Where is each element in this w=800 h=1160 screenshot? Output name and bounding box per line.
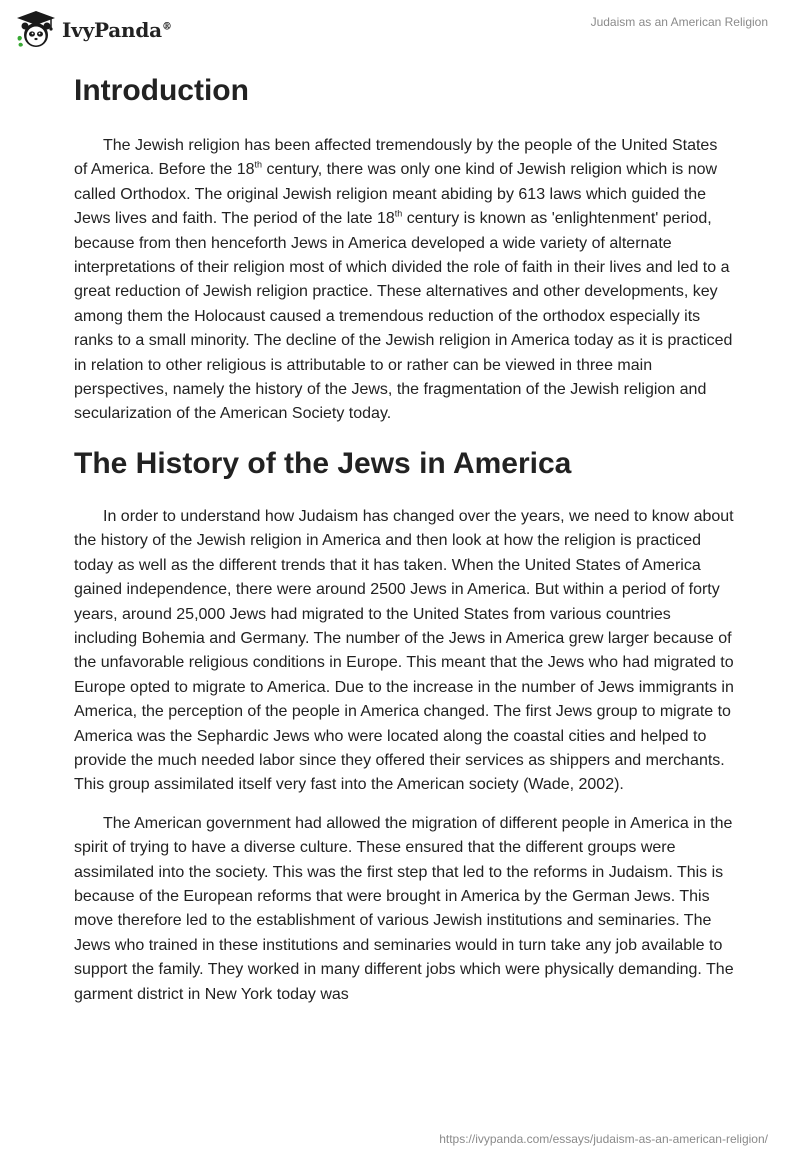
document-title: Judaism as an American Religion <box>590 15 768 29</box>
section-heading-introduction: Introduction <box>74 74 249 107</box>
brand-name: IvyPanda® <box>62 18 172 42</box>
essay-content <box>74 70 734 1021</box>
section-heading-history: The History of the Jews in America <box>74 446 572 480</box>
source-url[interactable]: https://ivypanda.com/essays/judaism-as-an-american-religion/ <box>439 1132 768 1146</box>
paragraph-history-1: In order to understand how Judaism has changed over the years, we need to know about the history of the Jewish religion in America and then look at how the religion is practiced today as well as the different trends that it has taken. When the United States of America gained independence, there were around 2500 Jews in America. But within a period of forty years, around 25,000 Jews had migrated to the United States from various countries including Bohemia and Germany. The number of the Jews in America grew larger because of the unfavorable religious conditions in Europe. This meant that the Jews who had migrated to Europe opted to migrate to America. Due to the increase in the number of Jews immigrants in America, the perception of the people in America changed. The first Jews group to migrate to America was the Sephardic Jews who were located along the coastal cities and helped to provide the much needed labor since they offered their services as shippers and merchants. This group assimilated itself very fast into the American society (Wade, 2002). <box>74 507 734 794</box>
page-header <box>0 0 800 62</box>
paragraph-intro: The Jewish religion has been affected tremendously by the people of the United States of America. Before the 18th century, there was only one kind of Jewish religion which is now called Orthodox. The original Jewish religion meant abiding by 613 laws which guided the Jews lives and faith. The period of the late 18th century is known as 'enlightenment' period, because from then henceforth Jews in America developed a wide variety of alternate interpretations of their religion most of which divided the role of faith in their lives and led to a great reduction of Jewish religion practice. These alternatives and other developments, key among them the Holocaust caused a tremendous reduction of the orthodox especially its ranks to a small minority. The decline of the Jewish religion in America today as it is practiced in relation to other religious is attributable to or rather can be viewed in three main perspectives, namely the history of the Jews, the fragmentation of the Jewish religion and secularization of the American Society today. <box>74 137 733 423</box>
ivypanda-logo[interactable] <box>15 10 172 50</box>
paragraph-history-2: The American government had allowed the migration of different people in America in the spirit of trying to have a diverse culture. These ensured that the different groups were assimilated into the society. This was the first step that led to the reforms in Judaism. This is because of the European reforms that were brought in America by the German Jews. This move therefore led to the establishment of various Jewish institutions and seminaries. The Jews who trained in these institutions and seminaries would in turn take any job available to support the family. They worked in many different jobs which were physically demanding. The garment district in New York today was <box>74 814 734 1003</box>
panda-graduate-icon <box>15 10 57 50</box>
